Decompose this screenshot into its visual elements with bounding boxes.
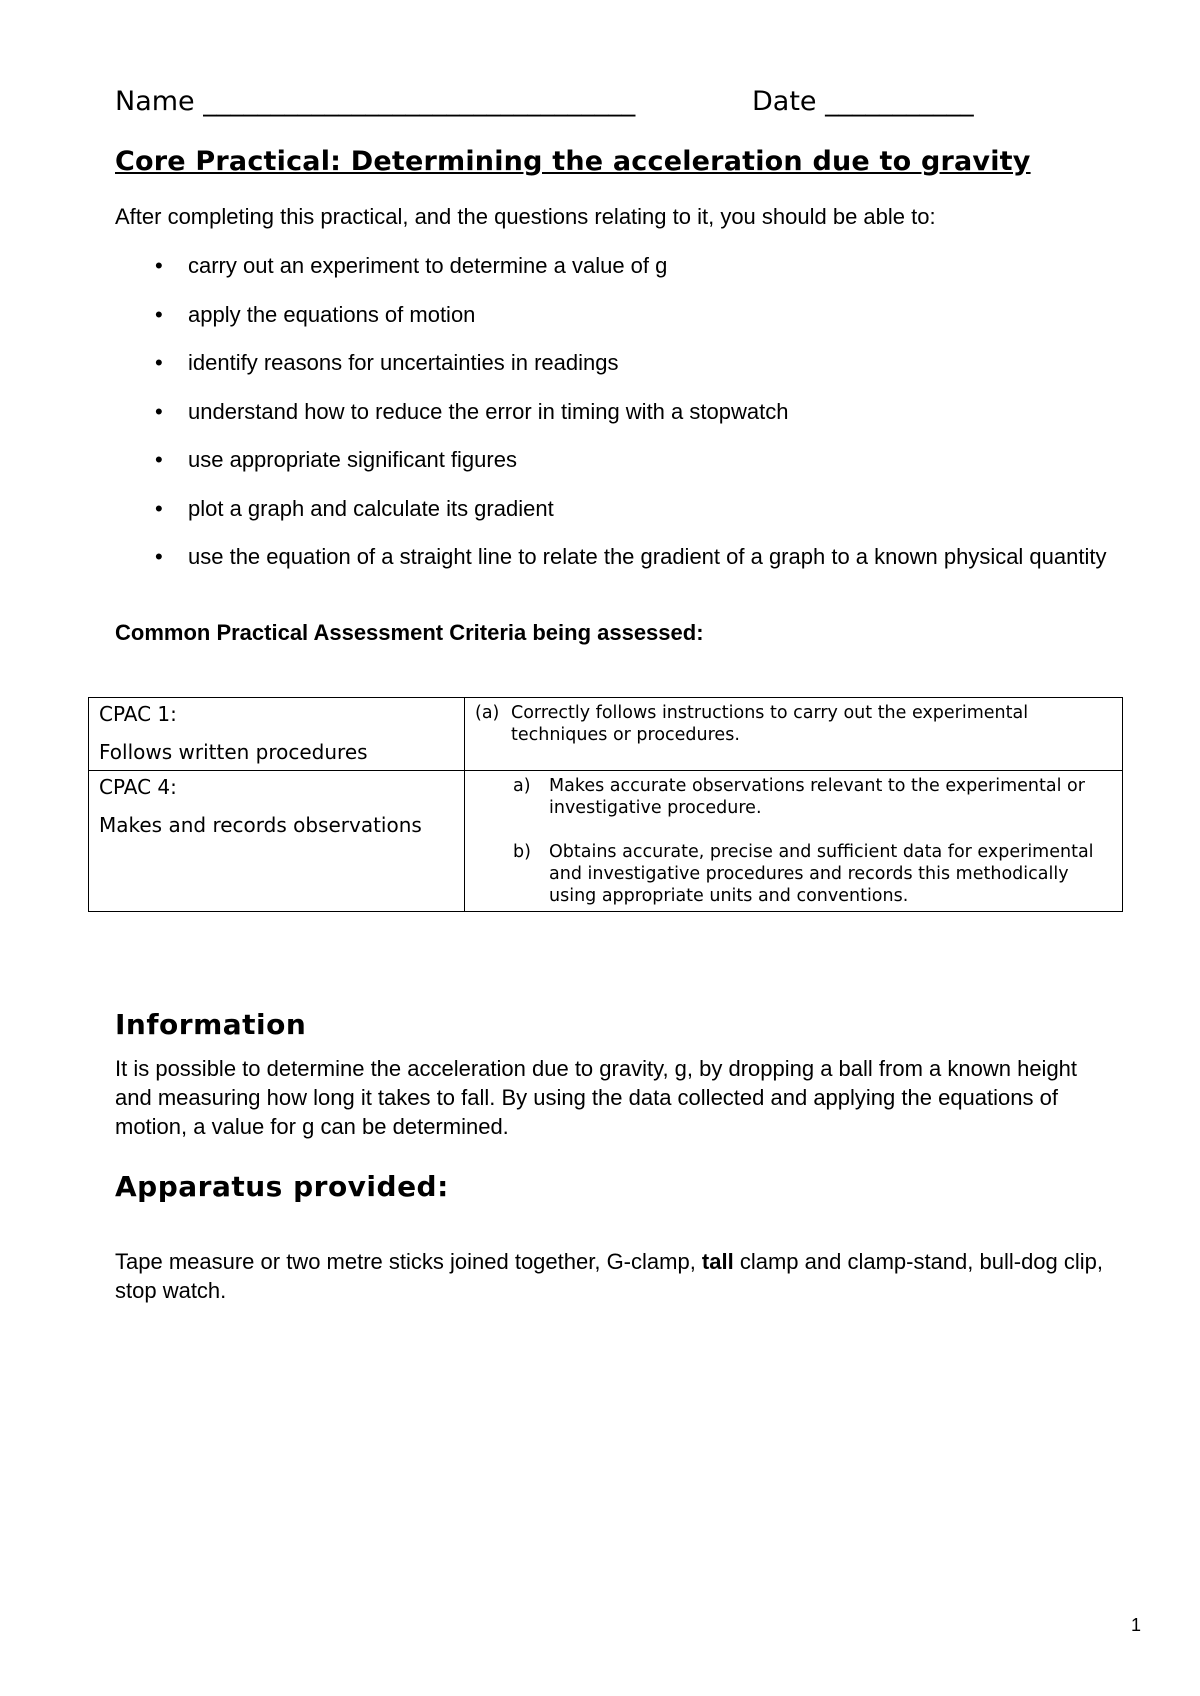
- bullet-icon: •: [155, 350, 163, 375]
- criterion-item: [475, 702, 1112, 746]
- objective-text: carry out an experiment to determine a value of g: [188, 253, 668, 278]
- bullet-icon: •: [155, 398, 163, 424]
- list-item: [155, 446, 1125, 474]
- criterion-letter: a): [513, 776, 531, 796]
- criterion-text: Obtains accurate, precise and sufficient data for experimental and investigative procedures and records this methodically using appropriate units and conventions.: [549, 842, 1094, 906]
- objective-text: understand how to reduce the error in timing with a stopwatch: [188, 398, 789, 424]
- criteria-label-cell: [89, 698, 465, 771]
- intro-text: After completing this practical, and the questions relating to it, you should be able to:: [115, 204, 936, 229]
- objective-text: plot a graph and calculate its gradient: [188, 495, 554, 521]
- cpac-title: Follows written procedures: [99, 740, 368, 764]
- objective-text: use appropriate significant figures: [188, 447, 517, 472]
- apparatus-heading: Apparatus provided:: [115, 1170, 449, 1203]
- objective-text: use the equation of a straight line to relate the gradient of a graph to a known physical quantity: [188, 544, 1107, 569]
- information-text: It is possible to determine the acceleration due to gravity, g, by dropping a ball from a known height and measuring how long it takes to fall. By using the data collected and applying the equations of motion, a value for g can be determined.: [115, 1056, 1078, 1139]
- criterion-text: Makes accurate observations relevant to the experimental or investigative procedure.: [549, 776, 1085, 818]
- cpac-label: CPAC 1:: [99, 702, 177, 726]
- apparatus-text-end: clamp and clamp-stand, bull-dog clip, stop watch.: [115, 1249, 1104, 1303]
- table-row: [89, 698, 1123, 771]
- apparatus-text-start: Tape measure or two metre sticks joined together, G-clamp,: [115, 1249, 702, 1274]
- page-title: Core Practical: Determining the acceleration due to gravity: [115, 146, 1031, 177]
- table-row: [89, 771, 1123, 912]
- objectives-list: [155, 252, 1125, 592]
- objective-text: identify reasons for uncertainties in readings: [188, 350, 619, 375]
- name-field: Name ________________________________: [115, 86, 636, 117]
- bullet-icon: •: [155, 447, 163, 472]
- bullet-icon: •: [155, 544, 163, 569]
- bullet-icon: •: [155, 253, 163, 278]
- list-item: [155, 543, 1125, 571]
- criterion-item: [475, 841, 1112, 907]
- criteria-label-cell: [89, 771, 465, 912]
- criteria-detail-cell: [465, 771, 1123, 912]
- apparatus-text: [115, 1247, 1115, 1305]
- criterion-text: Correctly follows instructions to carry out the experimental techniques or procedures.: [511, 703, 1029, 745]
- list-item: [155, 349, 1125, 377]
- list-item: [155, 398, 1125, 426]
- list-item: [155, 495, 1125, 523]
- objective-text: apply the equations of motion: [188, 301, 476, 327]
- bullet-icon: •: [155, 301, 163, 327]
- cpac-label: CPAC 4:: [99, 775, 177, 799]
- information-heading: Information: [115, 1008, 307, 1041]
- list-item: [155, 301, 1125, 329]
- cpac-heading: Common Practical Assessment Criteria being assessed:: [115, 620, 704, 645]
- criterion-letter: (a): [475, 703, 500, 723]
- bullet-icon: •: [155, 495, 163, 521]
- criteria-detail-cell: [465, 698, 1123, 771]
- criteria-table: [88, 697, 1123, 912]
- list-item: [155, 252, 1125, 280]
- apparatus-text-bold: tall: [701, 1249, 734, 1274]
- name-date-row: [115, 86, 974, 117]
- page-number: 1: [1131, 1615, 1142, 1635]
- criterion-letter: b): [513, 842, 531, 862]
- date-field: Date ___________: [752, 86, 974, 117]
- cpac-title: Makes and records observations: [99, 813, 422, 837]
- criterion-item: [475, 775, 1112, 819]
